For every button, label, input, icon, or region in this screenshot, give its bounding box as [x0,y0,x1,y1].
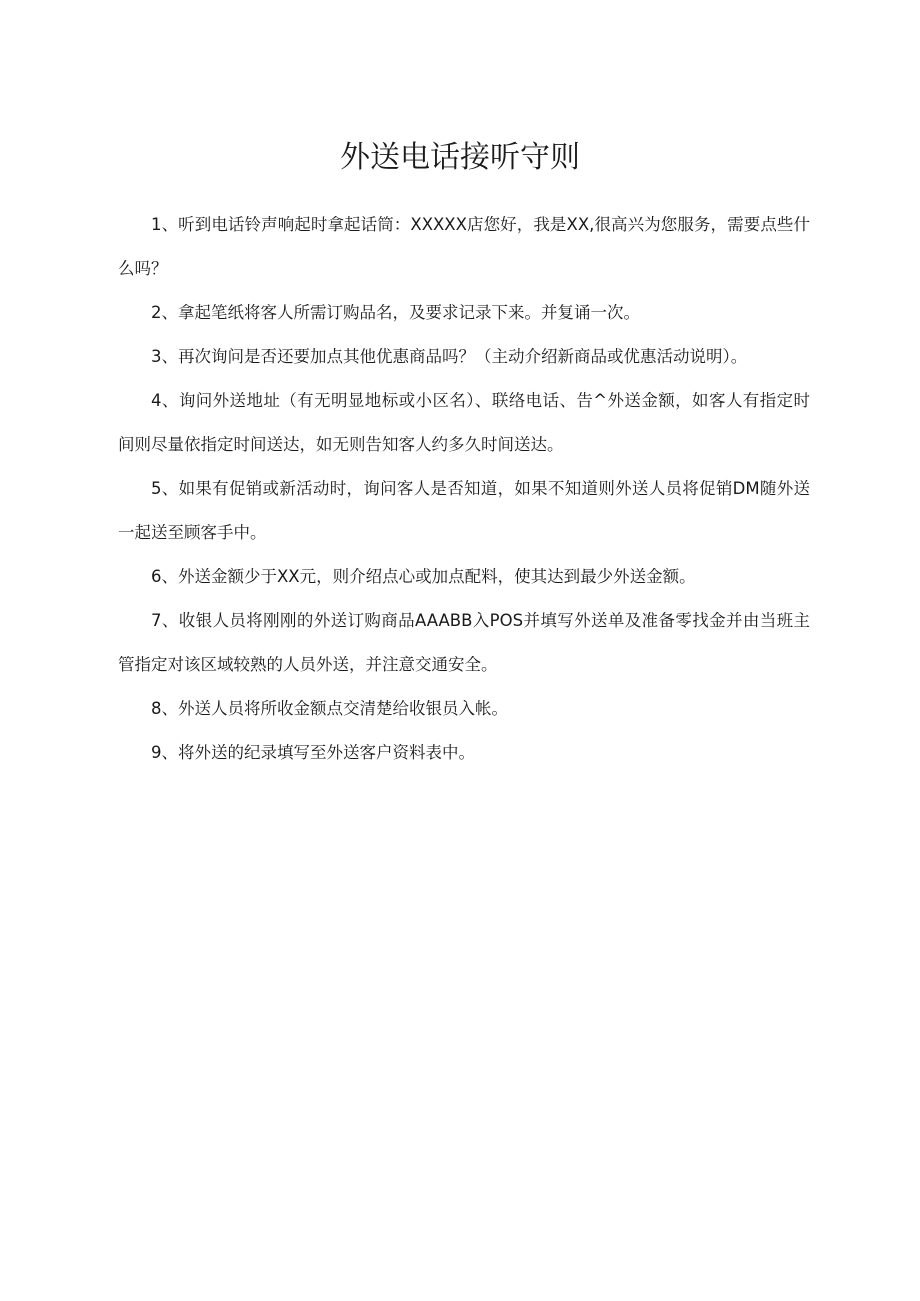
rule-item-4: 4、询问外送地址（有无明显地标或小区名）、联络电话、告^外送金额，如客人有指定时间则尽量依指定时间送达，如无则告知客人约多久时间送达。 [118,391,810,454]
rule-item-6: 6、外送金额少于XX元，则介绍点心或加点配料，使其达到最少外送金额。 [151,567,696,586]
rule-item-7: 7、收银人员将刚刚的外送订购商品AAABB入POS并填写外送单及准备零找金并由当班主管指定对该区域较熟的人员外送，并注意交通安全。 [118,611,810,674]
rule-item-2: 2、拿起笔纸将客人所需订购品名，及要求记录下来。并复诵一次。 [151,303,640,322]
rule-item-3: 3、再次询问是否还要加点其他优惠商品吗？（主动介绍新商品或优惠活动说明）。 [151,347,748,366]
document-body [118,203,810,775]
rule-item-5: 5、如果有促销或新活动时，询问客人是否知道，如果不知道则外送人员将促销DM随外送一起送至顾客手中。 [118,479,810,542]
document-title: 外送电话接听守则 [340,140,580,175]
rule-item-9: 9、将外送的纪录填写至外送客户资料表中。 [151,743,475,762]
rule-item-1: 1、听到电话铃声响起时拿起话筒：XXXXX店您好，我是XX,很高兴为您服务，需要点些什么吗？ [118,215,810,278]
rule-item-8: 8、外送人员将所收金额点交清楚给收银员入帐。 [151,699,508,718]
